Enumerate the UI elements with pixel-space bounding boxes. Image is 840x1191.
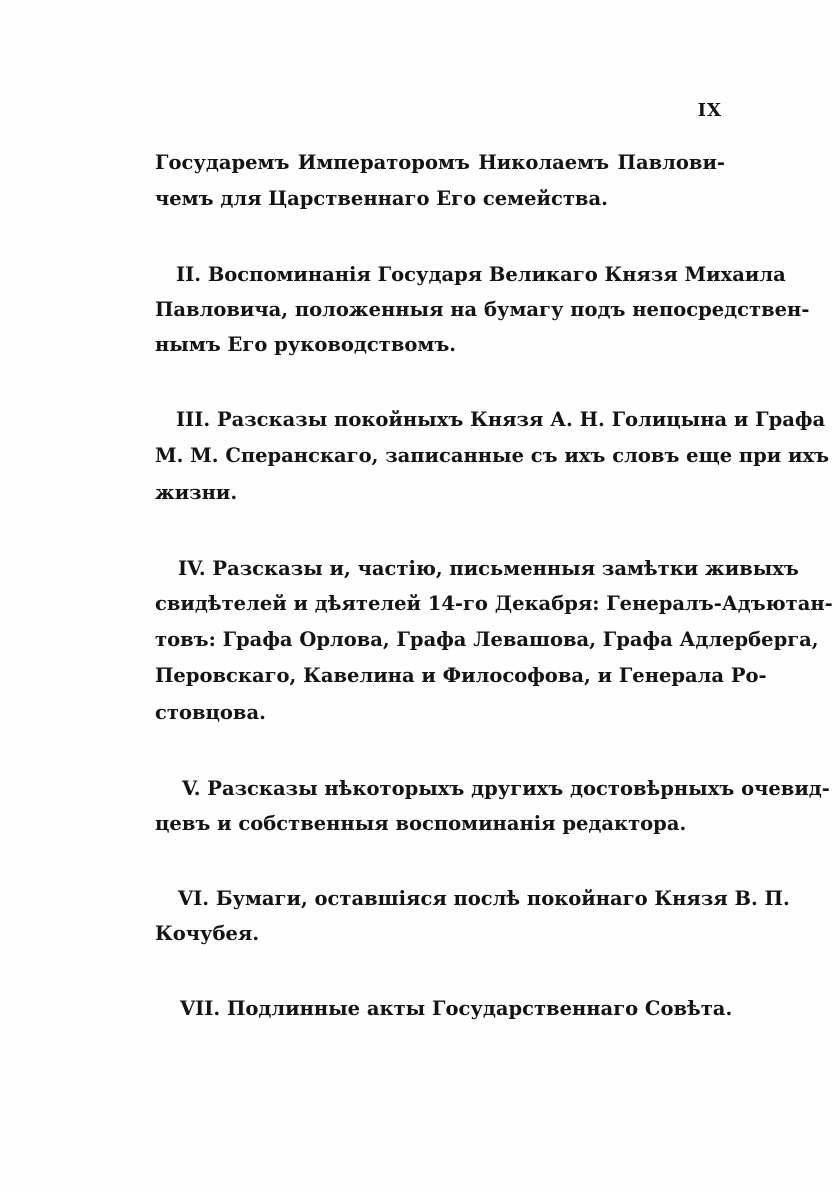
section-vii-line-1: VII. Подлинные акты Государственнаго Совѣта. <box>180 997 733 1020</box>
section-vi-line-2: Кочубея. <box>155 922 260 945</box>
intro-line-1: Государемъ Императоромъ Николаемъ Павлови- <box>155 151 725 174</box>
section-iii-line-1: III. Разсказы покойныхъ Князя А. Н. Голицына и Графа <box>176 408 826 431</box>
section-iv-line-2: свидѣтелей и дѣятелей 14-го Декабря: Генералъ-Адъютан- <box>155 592 833 615</box>
section-vi-line-1: VI. Бумаги, оставшіяся послѣ покойнаго Князя В. П. <box>178 887 790 910</box>
section-ii-line-3: нымъ Его руководствомъ. <box>155 333 457 356</box>
intro-line-2: чемъ для Царственнаго Его семейства. <box>155 187 608 210</box>
section-iv-line-3: товъ: Графа Орлова, Графа Левашова, Графа Адлерберга, <box>155 628 819 651</box>
section-iii-line-2: М. М. Сперанскаго, записанные съ ихъ словъ еще при ихъ <box>155 444 830 467</box>
section-iv-line-5: стовцова. <box>155 701 266 724</box>
section-v-line-2: цевъ и собственныя воспоминанія редактора. <box>155 812 687 835</box>
page-number: IX <box>697 100 722 121</box>
section-ii-line-1: II. Воспоминанія Государя Великаго Князя Михаила <box>176 263 786 286</box>
section-iv-line-1: IV. Разсказы и, частію, письменныя замѣтки живыхъ <box>178 557 799 580</box>
section-v-line-1: V. Разсказы нѣкоторыхъ другихъ достовѣрныхъ очевид- <box>182 777 830 800</box>
section-ii-line-2: Павловича, положенныя на бумагу подъ непосредствен- <box>155 298 810 321</box>
section-iii-line-3: жизни. <box>155 481 238 504</box>
section-iv-line-4: Перовскаго, Кавелина и Философова, и Генерала Ро- <box>155 664 767 687</box>
